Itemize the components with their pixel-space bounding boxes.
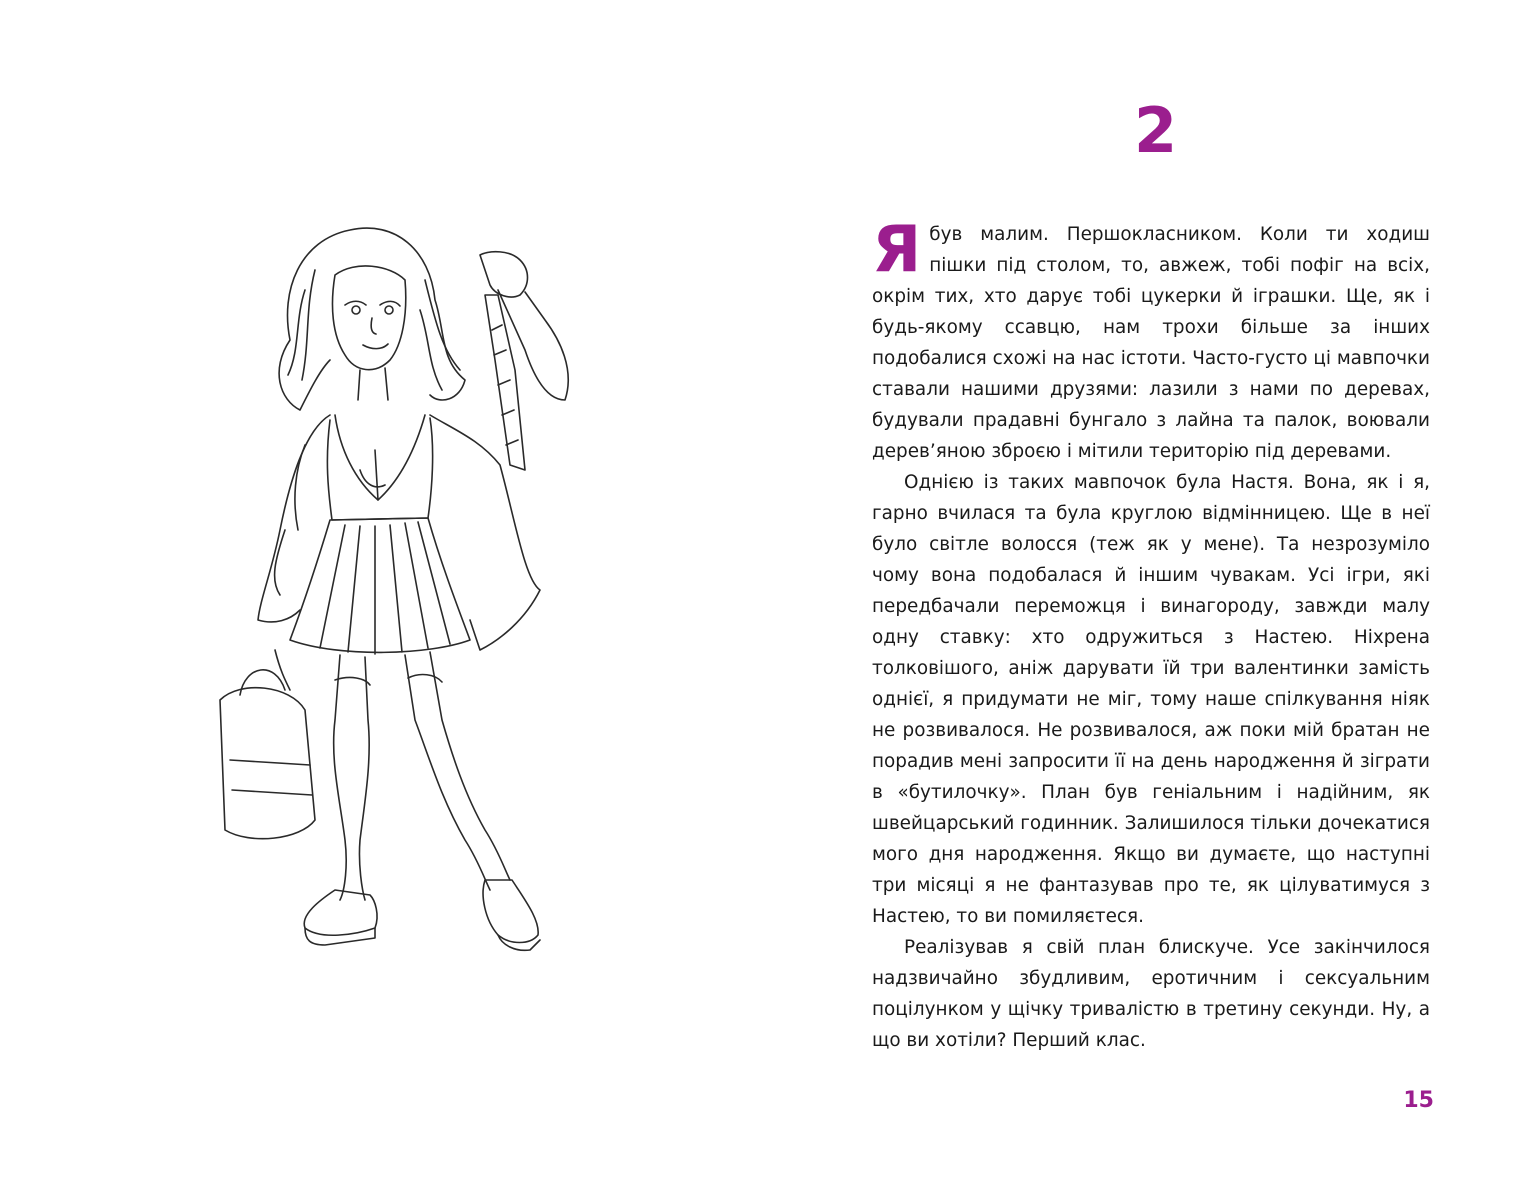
raised-arm bbox=[480, 252, 528, 297]
page-number: 15 bbox=[1403, 1088, 1434, 1113]
chapter-text bbox=[872, 213, 1430, 1056]
top bbox=[327, 415, 432, 520]
paragraph-1 bbox=[872, 213, 1430, 467]
paragraph-2: Однією із таких мавпочок була Настя. Вона, як і я, гарно вчилася та була круглою відмінницею. Ще в неї було світле волосся (теж як у мене). Та незрозуміло чому вона подобалася й іншим чувакам. Усі ігри, які передбачали переможця і винагороду, завжди малу одну ставку: хто одружиться з Настею. Ніхрена толковішого, аніж дарувати їй три валентинки замість однієї, я придумати не міг, тому наше спілкування ніяк не розвивалося. Не розвивалося, аж поки мій братан не порадив мені запросити її на день народження й зіграти в «бутилочку». План був геніальним і надійним, як швейцарський годинник. Залишилося тільки дочекатися мого дня народження. Якщо ви думаєте, що наступні три місяці я не фантазував про те, як цілуватимуся з Настею, то ви помиляєтеся. bbox=[872, 472, 1430, 927]
leg-left bbox=[334, 655, 370, 900]
paragraph-1-text: був малим. Першокласником. Коли ти ходиш пішки під столом, то, авжеж, тобі пофіг на всіх, окрім тих, хто дарує тобі цукерки й іграшки. Ще, як і будь-якому ссавцю, нам трохи більше за інших подобалися схожі на нас істоти. Часто-густо ці мавпочки ставали нашими друзями: лазили з нами по деревах, будували прадавні бунгало з лайна та палок, воювали дерев’яною зброєю і мітили територію під деревами. bbox=[872, 224, 1430, 462]
chapter-number: 2 bbox=[1134, 94, 1178, 167]
leg-right bbox=[405, 652, 510, 890]
face bbox=[332, 266, 405, 370]
shoe-right bbox=[483, 880, 538, 943]
girl-sketch-illustration bbox=[180, 200, 620, 1080]
dropcap: Я bbox=[872, 213, 922, 287]
skirt bbox=[290, 518, 470, 652]
backpack bbox=[220, 688, 315, 839]
paragraph-3: Реалізував я свій план блискуче. Усе закінчилося надзвичайно збудливим, еротичним і сексуальним поцілунком у щічку тривалістю в третину секунди. Ну, а що ви хотіли? Перший клас. bbox=[872, 937, 1430, 1051]
